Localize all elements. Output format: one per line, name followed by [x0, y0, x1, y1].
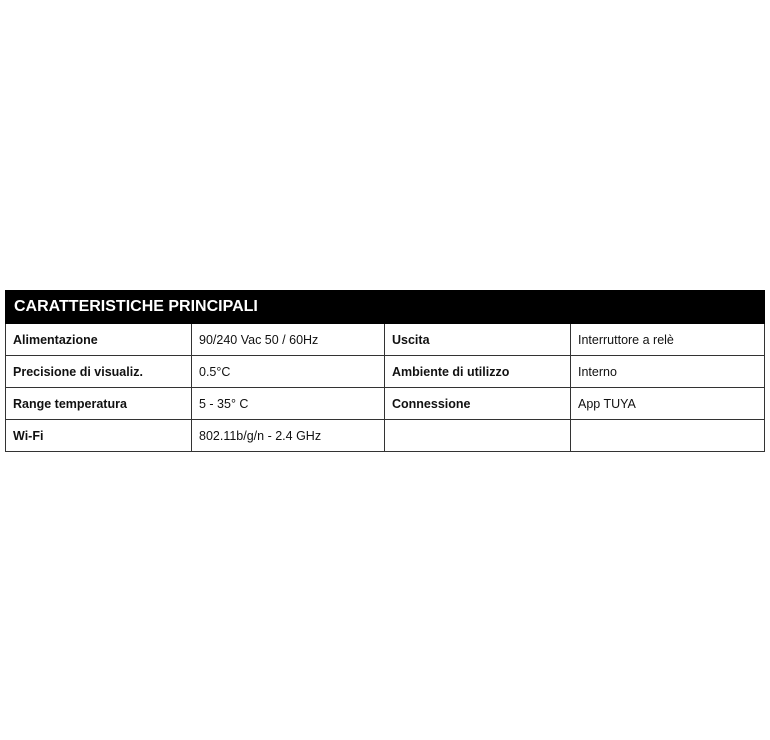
spec-label: Precisione di visualiz. [6, 356, 192, 388]
spec-value: 90/240 Vac 50 / 60Hz [192, 324, 385, 356]
spec-label: Connessione [385, 388, 571, 420]
table-row [6, 388, 765, 420]
spec-value: 5 - 35° C [192, 388, 385, 420]
table-row [6, 356, 765, 388]
spec-value: 0.5°C [192, 356, 385, 388]
table-row [6, 324, 765, 356]
spec-label: Wi-Fi [6, 420, 192, 452]
spec-label: Range temperatura [6, 388, 192, 420]
specifications-table [5, 290, 765, 452]
spec-value: Interno [571, 356, 765, 388]
table-row [6, 420, 765, 452]
spec-value [571, 420, 765, 452]
spec-label [385, 420, 571, 452]
spec-value: App TUYA [571, 388, 765, 420]
table-header-row [6, 291, 765, 324]
table-title: CARATTERISTICHE PRINCIPALI [6, 291, 765, 324]
spec-label: Ambiente di utilizzo [385, 356, 571, 388]
spec-value: Interruttore a relè [571, 324, 765, 356]
spec-value: 802.11b/g/n - 2.4 GHz [192, 420, 385, 452]
spec-label: Alimentazione [6, 324, 192, 356]
spec-label: Uscita [385, 324, 571, 356]
